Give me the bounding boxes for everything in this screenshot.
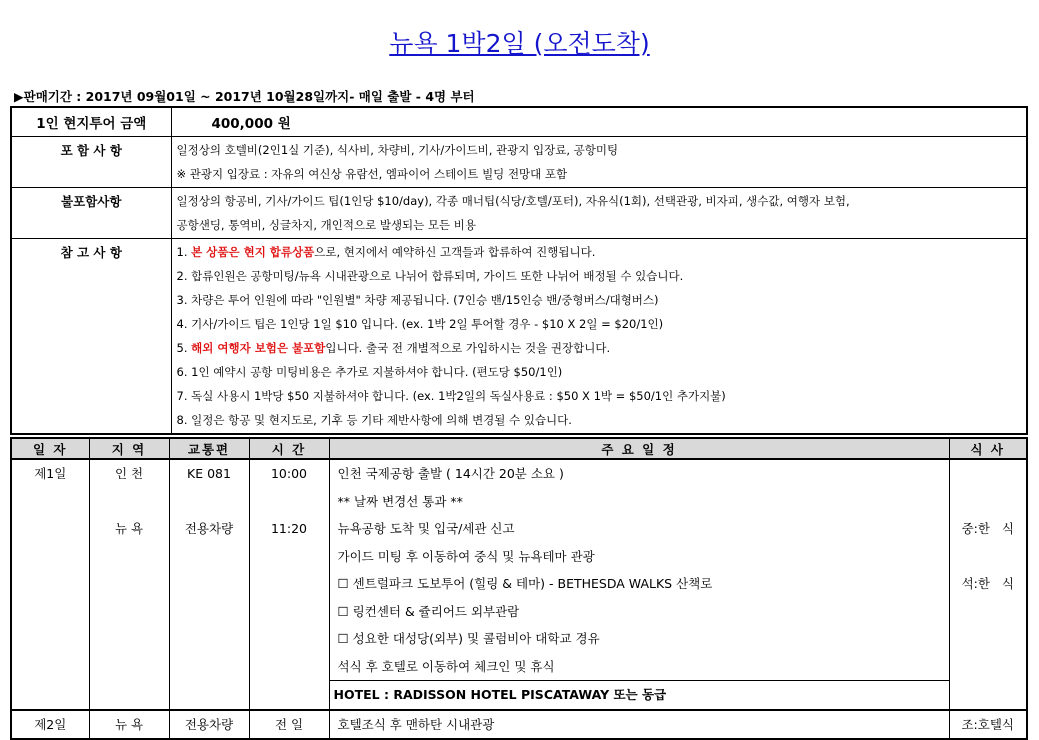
day1-row [11, 459, 1027, 710]
included-line: ※ 관광지 입장료 : 자유의 여신상 유람선, 엠파이어 스테이트 빌딩 전망대 포함 [176, 167, 568, 181]
notes-row [11, 239, 1027, 435]
header-day: 일 자 [11, 438, 89, 459]
included-label: 포 함 사 항 [11, 137, 171, 188]
excluded-row [11, 188, 1027, 239]
time-cell: 10:00 [270, 466, 308, 481]
meal-cell: 석:한 식 [961, 576, 1014, 591]
included-row [11, 137, 1027, 188]
meal-cell: 조:호텔식 [961, 716, 1014, 732]
itinerary-table [10, 437, 1028, 740]
note-item: 8. 일정은 항공 및 현지도로, 기후 등 기타 제반사항에 의해 변경될 수 있습니다. [176, 413, 572, 427]
plan-item: 뉴욕공항 도착 및 입국/세관 신고 [337, 521, 515, 536]
place-cell: 뉴 욕 [114, 716, 144, 732]
itinerary-header [11, 438, 1027, 459]
plan-item: ** 날짜 변경선 통과 ** [337, 493, 463, 509]
time-cell: 전 일 [274, 716, 304, 732]
plan-item: 석식 후 호텔로 이동하여 체크인 및 휴식 [337, 658, 555, 674]
excluded-line: 공항샌딩, 통역비, 싱글차지, 개인적으로 발생되는 모든 비용 [176, 218, 477, 232]
notes-label: 참 고 사 항 [11, 239, 171, 435]
header-plan: 주 요 일 정 [329, 438, 949, 459]
transport-cell: KE 081 [187, 466, 231, 481]
note-item: 4. 기사/가이드 팁은 1인당 1일 $10 입니다. (ex. 1박 2일 투어할 경우 - $10 X 2일 = $20/1인) [176, 317, 664, 331]
transport-cell: 전용차량 [184, 521, 234, 536]
day-label: 제1일 [34, 466, 67, 481]
price-row [11, 107, 1027, 137]
note-item: 3. 차량은 투어 인원에 따라 "인원별" 차량 제공됩니다. (7인승 밴/15인승 밴/중형버스/대형버스) [176, 293, 659, 307]
included-line: 일정상의 호텔비(2인1실 기준), 식사비, 차량비, 기사/가이드비, 관광지 입장료, 공항미팅 [176, 143, 619, 157]
price-label: 1인 현지투어 금액 [11, 107, 171, 137]
meal-cell: 중:한 식 [961, 521, 1014, 536]
plan-item: ☐ 센트럴파크 도보투어 (힐링 & 테마) - BETHESDA WALKS 산책로 [337, 576, 713, 591]
transport-cell: 전용차량 [184, 716, 234, 732]
header-meal: 식 사 [949, 438, 1027, 459]
time-cell: 11:20 [270, 521, 308, 536]
place-cell: 뉴 욕 [114, 521, 144, 536]
note-item: 6. 1인 예약시 공항 미팅비용은 추가로 지불하셔야 합니다. (편도당 $50/1인) [176, 365, 563, 379]
note-item: 5. 해외 여행자 보험은 불포함입니다. 출국 전 개별적으로 가입하시는 것을 권장합니다. [176, 341, 611, 355]
tour-info-table [10, 106, 1028, 435]
page-title: 뉴욕 1박2일 (오전도착) [389, 29, 650, 58]
note-item: 2. 합류인원은 공항미팅/뉴욕 시내관광으로 나뉘어 합류되며, 가이드 또한 나뉘어 배정될 수 있습니다. [176, 269, 684, 283]
plan-item: ☐ 링컨센터 & 쥴리어드 외부관람 [337, 603, 520, 619]
header-time: 시 간 [249, 438, 329, 459]
sale-period: ▶판매기간 : 2017년 09월01일 ~ 2017년 10월28일까지- 매일 출발 - 4명 부터 [14, 89, 475, 104]
excluded-line: 일정상의 항공비, 기사/가이드 팁(1인당 $10/day), 각종 매너팁(식당/호텔/포터), 자유식(1회), 선택관광, 비자피, 생수값, 여행자 보험, [176, 194, 850, 208]
hotel-info: HOTEL : RADISSON HOTEL PISCATAWAY 또는 동급 [330, 680, 949, 709]
price-value: 400,000 원 [171, 107, 1027, 137]
plan-item: ☐ 성요한 대성당(외부) 및 콜럼비아 대학교 경유 [337, 631, 600, 646]
header-place: 지 역 [89, 438, 169, 459]
plan-item: 가이드 미팅 후 이동하여 중식 및 뉴욕테마 관광 [337, 548, 595, 564]
excluded-label: 불포함사항 [11, 188, 171, 239]
header-transport: 교통편 [169, 438, 249, 459]
note-item: 1. 본 상품은 현지 합류상품으로, 현지에서 예약하신 고객들과 합류하여 진행됩니다. [176, 245, 596, 259]
day-label: 제2일 [34, 716, 67, 732]
place-cell: 인 천 [114, 466, 144, 481]
note-item: 7. 독실 사용시 1박당 $50 지불하셔야 합니다. (ex. 1박2일의 독실사용료 : $50 X 1박 = $50/1인 추가지불) [176, 389, 726, 403]
plan-item: 인천 국제공항 출발 ( 14시간 20분 소요 ) [337, 466, 564, 481]
plan-item: 호텔조식 후 맨하탄 시내관광 [337, 716, 495, 732]
day2-row [11, 710, 1027, 740]
